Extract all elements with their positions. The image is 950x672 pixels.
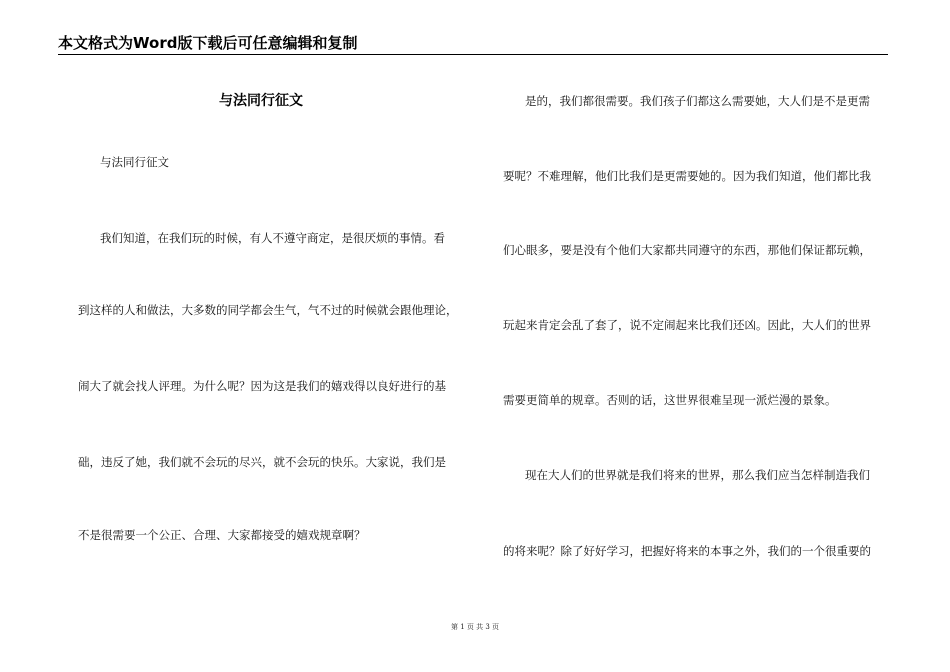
left-column-line: 到这样的人和做法，大多数的同学都会生气，气不过的时候就会跟他理论，	[78, 303, 458, 317]
right-column-line: 要呢？不难理解，他们比我们是更需要她的。因为我们知道，他们都比我	[503, 169, 871, 183]
right-column-line: 们心眼多，要是没有个他们大家都共同遵守的东西，那他们保证都玩赖，	[503, 243, 871, 257]
header-divider	[58, 54, 888, 55]
document-title: 与法同行征文	[219, 93, 303, 109]
left-column-line: 础，违反了她，我们就不会玩的尽兴，就不会玩的快乐。大家说，我们是	[78, 455, 446, 469]
right-column-line: 需要更简单的规章。否则的话，这世界很难呈现一派烂漫的景象。	[503, 393, 837, 407]
right-column-line: 的将来呢？除了好好学习，把握好将来的本事之外，我们的一个很重要的	[503, 544, 871, 558]
left-column-line: 不是很需要一个公正、合理、大家都接受的嬉戏规章啊？	[78, 528, 366, 542]
right-column-line: 是的，我们都很需要。我们孩子们都这么需要她，大人们是不是更需	[525, 94, 870, 108]
page-number-footer: 第 1 页 共 3 页	[450, 623, 500, 631]
left-column-line: 闹大了就会找人评理。为什么呢？因为这是我们的嬉戏得以良好进行的基	[78, 379, 446, 393]
left-column-line: 我们知道，在我们玩的时候，有人不遵守商定，是很厌烦的事情。看	[100, 231, 445, 245]
left-column-line: 与法同行征文	[100, 155, 169, 169]
right-column-line: 玩起来肯定会乱了套了，说不定闹起来比我们还凶。因此，大人们的世界	[503, 318, 871, 332]
right-column-line: 现在大人们的世界就是我们将来的世界，那么我们应当怎样制造我们	[525, 468, 870, 482]
document-header-banner: 本文格式为Word版下载后可任意编辑和复制	[58, 34, 358, 52]
